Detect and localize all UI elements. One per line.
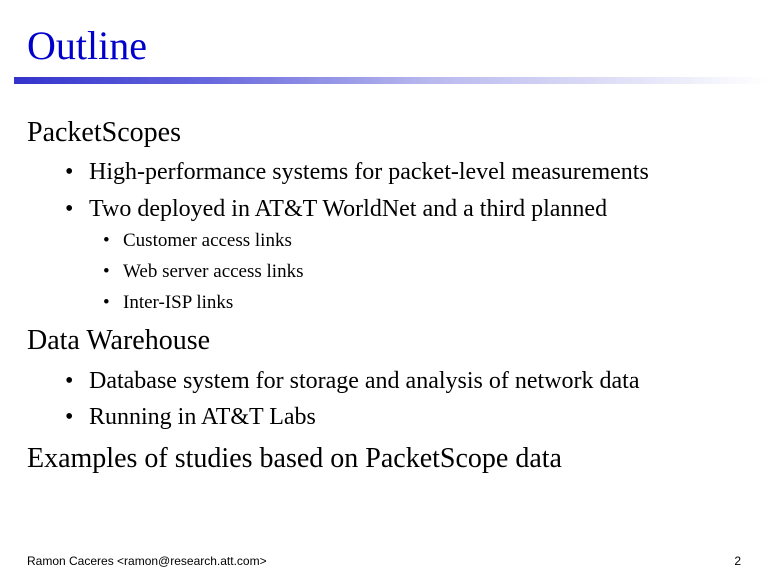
section-heading-data-warehouse: Data Warehouse (27, 325, 211, 356)
sub-bullet-item (103, 261, 303, 283)
title-underline-rule (14, 77, 768, 84)
bullet-icon: • (103, 230, 110, 251)
sub-bullet-text: Inter-ISP links (123, 292, 234, 313)
page-number: 2 (734, 554, 741, 568)
sub-bullet-item (103, 292, 233, 314)
bullet-text: Two deployed in AT&T WorldNet and a third planned (89, 196, 608, 222)
bullet-text: High-performance systems for packet-level measurements (89, 159, 649, 185)
bullet-item (65, 195, 607, 223)
bullet-text: Database system for storage and analysis of network data (89, 368, 640, 394)
bullet-icon: • (103, 292, 110, 313)
bullet-icon: • (103, 261, 110, 282)
bullet-icon: • (65, 368, 74, 394)
sub-bullet-item (103, 230, 292, 252)
bullet-item (65, 367, 640, 395)
footer-author: Ramon Caceres <ramon@research.att.com> (27, 554, 267, 568)
slide-title: Outline (27, 23, 147, 68)
bullet-text: Running in AT&T Labs (89, 404, 316, 430)
bullet-item (65, 158, 649, 186)
sub-bullet-text: Web server access links (123, 261, 304, 282)
bullet-item (65, 403, 316, 431)
section-heading-examples: Examples of studies based on PacketScope data (27, 443, 562, 474)
sub-bullet-text: Customer access links (123, 230, 292, 251)
section-heading-packetscopes: PacketScopes (27, 117, 181, 148)
bullet-icon: • (65, 159, 74, 185)
bullet-icon: • (65, 196, 74, 222)
bullet-icon: • (65, 404, 74, 430)
